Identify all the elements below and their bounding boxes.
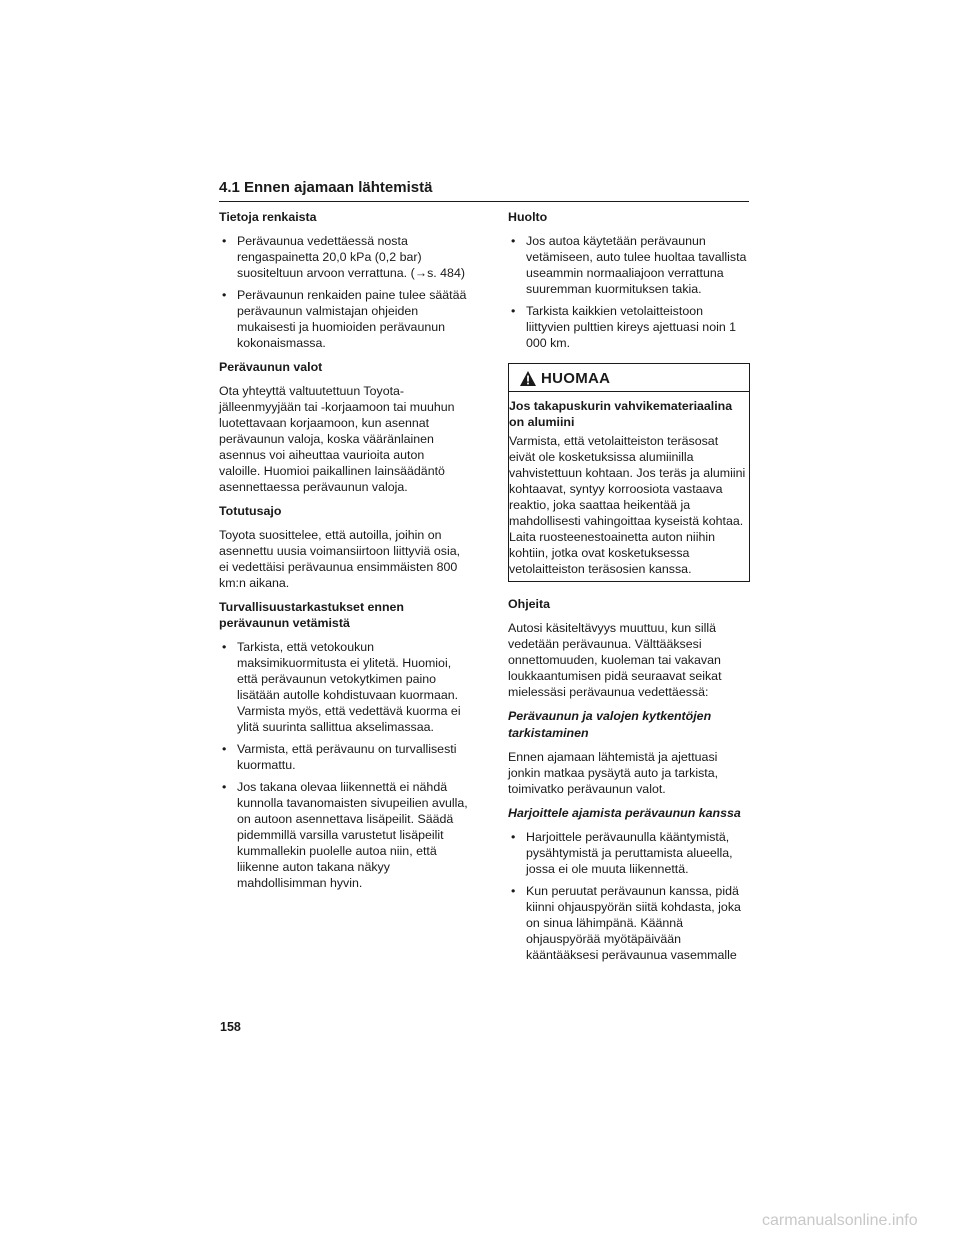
left-column <box>219 209 469 899</box>
notice-label: HUOMAA <box>541 369 611 387</box>
heading-instructions: Ohjeita <box>508 597 550 611</box>
section-title: 4.1 Ennen ajamaan lähtemistä <box>219 179 433 196</box>
notice-title: Jos takapuskurin vahvikemateriaalina on alumiini <box>509 399 733 429</box>
list-item: • Perävaunua vedettäessä nosta rengaspainetta 20,0 kPa (0,2 bar) suositeltuun arvoon verrattuna. (→s. 484) <box>219 233 469 281</box>
heading-safety-checks: Turvallisuustarkastukset ennen perävaunun vetämistä <box>219 600 405 630</box>
list-item: • Perävaunun renkaiden paine tulee säätää perävaunun valmistajan ohjeiden mukaisesti ja huomioiden perävaunun kokonaismassa. <box>219 287 469 351</box>
list-item: • Harjoittele perävaunulla kääntymistä, pysähtymistä ja peruttamista alueella, jossa ei ole muuta liikennettä. <box>508 829 750 877</box>
notice-body <box>509 392 749 581</box>
subheading-check-connections: Perävaunun ja valojen kytkentöjen tarkistaminen <box>508 709 712 740</box>
safety-checks-list <box>219 639 469 891</box>
heading-trailer-lights: Perävaunun valot <box>219 360 323 374</box>
maintenance-list <box>508 233 750 351</box>
heading-break-in: Totutusajo <box>219 504 282 518</box>
notice-text: Varmista, että vetolaitteiston teräsosat eivät ole kosketuksissa alumiinilla vahvistettuun kohtaan. Jos teräs ja alumiini kohtaavat, syntyy korroosiota vastaava reaktio, joka saattaa heikentää ja mahdollisesti vahingoittaa kyseistä kohtaa. Laita ruosteenestoainetta auton niihin kohtiin, jotka ovat kosketuksessa vetolaitteiston teräsosien kanssa. <box>509 434 746 576</box>
subheading-practice: Harjoittele ajamista perävaunun kanssa <box>508 806 741 820</box>
page-number: 158 <box>220 1020 241 1034</box>
list-item: • Kun peruutat perävaunun kanssa, pidä kiinni ohjauspyörän siitä kohdasta, joka on sinua lähimpänä. Käännä ohjauspyörää myötäpäivään kääntääksesi perävaunua vasemmalle <box>508 883 750 963</box>
list-item: • Varmista, että perävaunu on turvallisesti kuormattu. <box>219 741 469 773</box>
watermark-link[interactable]: carmanualsonline.info <box>762 1212 918 1229</box>
heading-maintenance: Huolto <box>508 210 548 224</box>
list-item: • Tarkista, että vetokoukun maksimikuormitusta ei ylitetä. Huomioi, että perävaunun vetokytkimen paino lisätään autolle kohdistuvaan kuormaan. Varmista myös, että vedettävä kuorma ei ylitä suurinta sallittua akselimassaa. <box>219 639 469 735</box>
tire-info-list <box>219 233 469 351</box>
paragraph-check-connections: Ennen ajamaan lähtemistä ja ajettuasi jonkin matkaa pysäytä auto ja tarkista, toimivatko perävaunun valot. <box>508 750 719 796</box>
paragraph-instructions: Autosi käsiteltävyys muuttuu, kun sillä vedetään perävaunua. Välttääksesi onnettomuuden, kuoleman tai vakavan loukkaantumisen pidä seuraavat seikat mielessäsi perävaunua vedettäessä: <box>508 621 722 699</box>
right-column <box>508 209 750 971</box>
notice-header <box>509 364 749 392</box>
list-item: • Jos autoa käytetään perävaunun vetämiseen, auto tulee huoltaa tavallista useammin normaaliajoon verrattuna suuremman kuormituksen takia. <box>508 233 750 297</box>
list-item: • Tarkista kaikkien vetolaitteistoon liittyvien pulttien kireys ajettuasi noin 1 000 km. <box>508 303 750 351</box>
paragraph-trailer-lights: Ota yhteyttä valtuutettuun Toyota-jälleenmyyjään tai -korjaamoon tai muuhun luotettavaan korjaamoon, kun asennat perävaunun valoja, koska vääränlainen asennus voi aiheuttaa vaurioita auton valoille. Huomioi paikallinen lainsäädäntö asennettaessa perävaunun valoja. <box>219 384 455 494</box>
page-header <box>219 179 749 202</box>
practice-list <box>508 829 750 963</box>
warning-triangle-icon <box>519 370 537 387</box>
notice-box <box>508 363 750 582</box>
heading-tire-info: Tietoja renkaista <box>219 210 317 224</box>
paragraph-break-in: Toyota suosittelee, että autoilla, joihin on asennettu uusia voimansiirtoon liittyviä osia, ei vedettäisi perävaunua ensimmäisten 800 km:n aikana. <box>219 528 461 590</box>
list-item: • Jos takana olevaa liikennettä ei nähdä kunnolla tavanomaisten sivupeilien avulla, on autoon asennettava lisäpeilit. Säädä pidemmillä varsilla varustetut lisäpeilit kummallekin puolelle autoa niin, että liikenne auton takana näkyy mahdollisimman hyvin. <box>219 779 469 891</box>
